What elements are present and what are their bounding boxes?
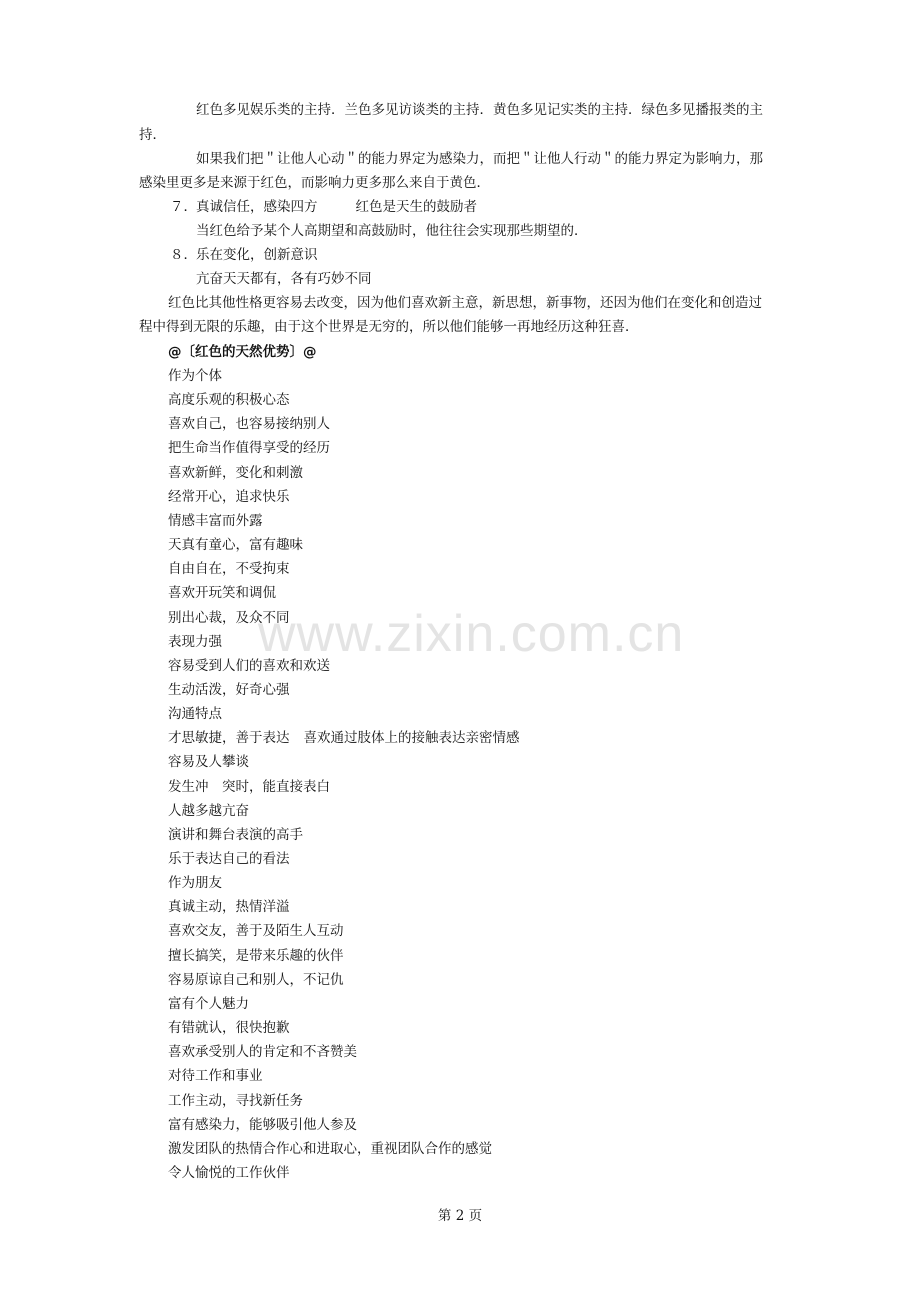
watermark: www.zixin.com.cn — [258, 605, 685, 663]
list-item — [168, 799, 249, 823]
list-item-text: 喜欢开玩笑和调侃 — [168, 585, 276, 601]
list-item-text: 容易受到人们的喜欢和欢送 — [168, 658, 330, 674]
list-item — [168, 1113, 357, 1137]
list-item-text: 对待工作和事业 — [168, 1068, 263, 1084]
list-item — [168, 509, 263, 533]
list-item-text: 表现力强 — [168, 634, 222, 650]
paragraph-line: 红色多见娱乐类的主持．兰色多见访谈类的主持．黄色多见记实类的主持．绿色多见播报类的主 — [196, 102, 763, 118]
list-item-text: 经常开心，追求快乐 — [168, 489, 290, 505]
list-item — [168, 750, 249, 774]
list-item-text: 容易及人攀谈 — [168, 754, 249, 770]
list-item-text: 沟通特点 — [168, 706, 222, 722]
list-item-text: 作为朋友 — [168, 875, 222, 891]
list-item — [168, 557, 290, 581]
list-item — [168, 485, 290, 509]
list-item-extra-text: 喜欢通过肢体上的接触表达亲密情感 — [303, 730, 520, 746]
list-item — [168, 606, 290, 630]
list-item — [168, 944, 344, 968]
paragraph-line: 感染里更多是来源于红色，而影响力更多那么来自于黄色． — [139, 175, 490, 191]
list-item-text: 自由自在，不受拘束 — [168, 561, 290, 577]
item-title: 乐在变化，创新意识 — [196, 247, 318, 263]
list-item — [168, 726, 520, 750]
item-title: 真诚信任，感染四方 — [196, 199, 318, 215]
section-heading: @〔红色的天然优势〕@ — [168, 344, 317, 360]
list-item-text: 喜欢交友，善于及陌生人互动 — [168, 923, 344, 939]
list-item — [168, 1040, 357, 1064]
list-item-text: 别出心裁，及众不同 — [168, 610, 290, 626]
list-item — [168, 895, 290, 919]
list-item-text: 生动活泼，好奇心强 — [168, 682, 290, 698]
item-extra: 红色是天生的鼓励者 — [355, 199, 477, 215]
list-item — [168, 388, 290, 412]
list-item-8 — [170, 243, 318, 267]
paragraph-line: 亢奋天天都有，各有巧妙不同 — [196, 271, 372, 287]
list-item-text: 令人愉悦的工作伙伴 — [168, 1165, 290, 1181]
list-item-text: 喜欢自己，也容易接纳别人 — [168, 416, 330, 432]
list-item — [168, 533, 303, 557]
page-number: 第 2 页 — [437, 1208, 483, 1224]
paragraph-line: 如果我们把＂让他人心动＂的能力界定为感染力，而把＂让他人行动＂的能力界定为影响力，那 — [196, 151, 763, 167]
item-number: ７． — [170, 199, 197, 215]
list-item — [168, 581, 276, 605]
list-item — [168, 364, 222, 388]
paragraph-line: 当红色给予某个人高期望和高鼓励时，他往往会实现那些期望的． — [196, 223, 588, 239]
list-item-text: 人越多越亢奋 — [168, 803, 249, 819]
paragraph-line: 持． — [139, 127, 166, 143]
list-item-text: 发生冲 突时，能直接表白 — [168, 779, 330, 795]
list-item-text: 激发团队的热情合作心和进取心，重视团队合作的感觉 — [168, 1141, 492, 1157]
list-item-text: 把生命当作值得享受的经历 — [168, 440, 330, 456]
list-item-text: 乐于表达自己的看法 — [168, 851, 290, 867]
list-item-text: 富有个人魅力 — [168, 996, 249, 1012]
list-item — [168, 1089, 303, 1113]
paragraph-line: 红色比其他性格更容易去改变，因为他们喜欢新主意，新思想，新事物，还因为他们在变化和创造过 — [168, 295, 762, 311]
list-item-text: 作为个体 — [168, 368, 222, 384]
list-item — [168, 775, 330, 799]
list-item — [168, 436, 330, 460]
list-item-text: 富有感染力，能够吸引他人参及 — [168, 1117, 357, 1133]
list-item — [168, 1137, 492, 1161]
list-item-text: 真诚主动，热情洋溢 — [168, 899, 290, 915]
list-item — [168, 992, 249, 1016]
list-item — [168, 1161, 290, 1185]
list-item — [168, 823, 303, 847]
list-item-text: 容易原谅自己和别人，不记仇 — [168, 972, 344, 988]
list-item-text: 才思敏捷，善于表达 — [168, 730, 290, 746]
list-item — [168, 461, 303, 485]
list-item — [168, 702, 222, 726]
paragraph-line: 程中得到无限的乐趣，由于这个世界是无穷的，所以他们能够一再地经历这种狂喜． — [139, 319, 639, 335]
list-item — [168, 412, 330, 436]
list-item-text: 演讲和舞台表演的高手 — [168, 827, 303, 843]
list-item-text: 工作主动，寻找新任务 — [168, 1093, 303, 1109]
list-item-text: 天真有童心，富有趣味 — [168, 537, 303, 553]
list-item — [168, 847, 290, 871]
list-item-text: 有错就认，很快抱歉 — [168, 1020, 290, 1036]
list-item — [168, 1064, 263, 1088]
list-item-text: 高度乐观的积极心态 — [168, 392, 290, 408]
list-item-text: 喜欢新鲜，变化和刺激 — [168, 465, 303, 481]
list-item — [168, 654, 330, 678]
list-item — [168, 871, 222, 895]
list-item-text: 擅长搞笑，是带来乐趣的伙伴 — [168, 948, 344, 964]
list-item-text: 喜欢承受别人的肯定和不吝赞美 — [168, 1044, 357, 1060]
list-item — [168, 678, 290, 702]
list-item — [168, 919, 344, 943]
list-item — [168, 968, 344, 992]
list-item — [168, 1016, 290, 1040]
list-item — [168, 630, 222, 654]
list-item-7 — [170, 195, 477, 219]
item-number: ８． — [170, 247, 197, 263]
list-item-text: 情感丰富而外露 — [168, 513, 263, 529]
